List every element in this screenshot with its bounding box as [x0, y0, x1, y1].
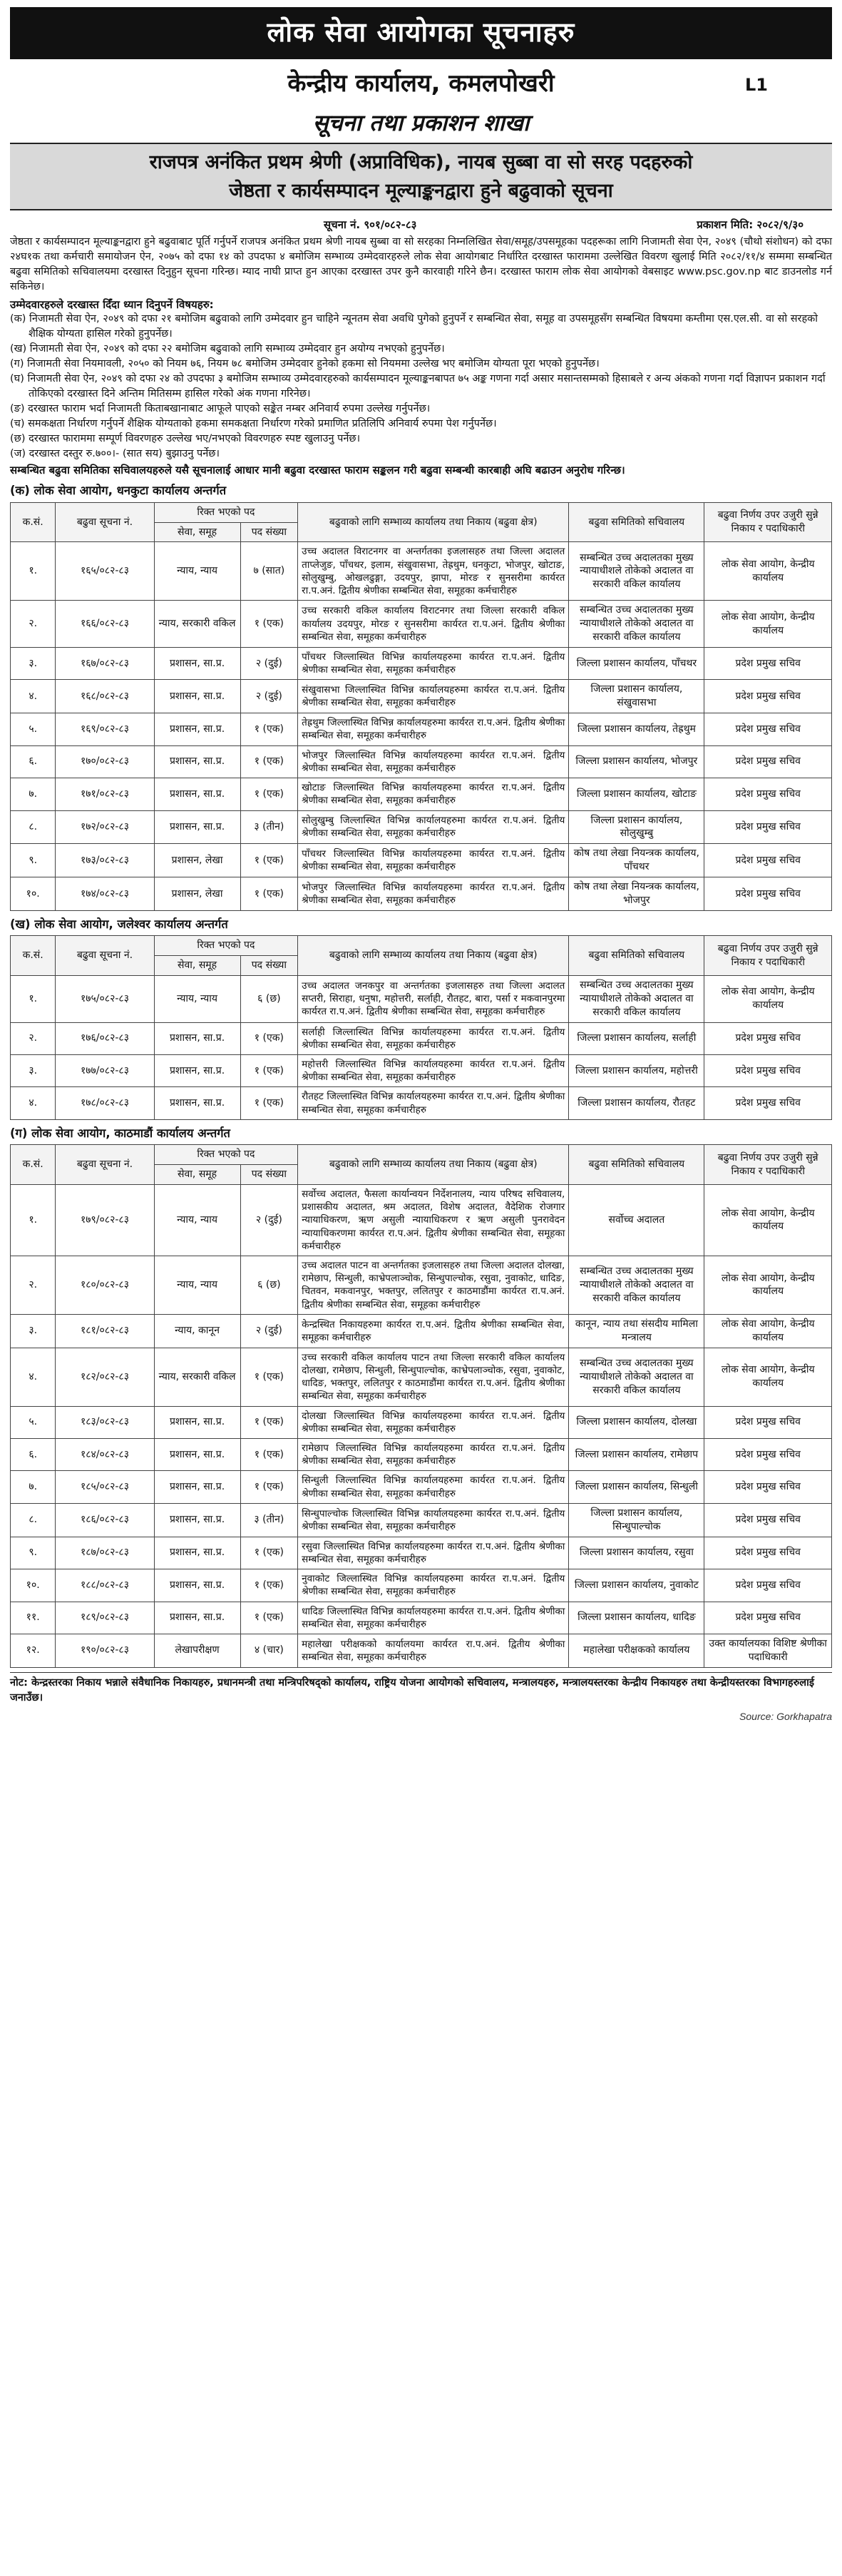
- cell-office: उच्च सरकारी वकिल कार्यालय पाटन तथा जिल्ला सरकारी वकिल कार्यालय दोलखा, रामेछाप, सिन्धुली, सिन्धुपाल्चोक, काभ्रेपलाञ्चोक, रसुवा, नुवाकोट, धादिङ, भक्तपुर, ललितपुर र काठमाडौंमा कार्यरत रा.प.अनं. द्वितीय श्रेणीका सम्बन्धित सेवा, समूहका कर्मचारीहरु: [298, 1348, 569, 1406]
- cell-sn: १.: [11, 975, 56, 1022]
- cell-office: महोत्तरी जिल्लास्थित विभिन्न कार्यालयहरुमा कार्यरत रा.प.अनं. द्वितीय श्रेणीका सम्बन्धित सेवा, समूहका कर्मचारीहरु: [298, 1055, 569, 1087]
- cell-notice: १७९/०८२-८३: [56, 1184, 154, 1256]
- cell-posts: ७ (सात): [240, 542, 298, 601]
- cell-office: पाँचथर जिल्लास्थित विभिन्न कार्यालयहरुमा कार्यरत रा.प.अनं. द्वितीय श्रेणीका सम्बन्धित सेवा, समूहका कर्मचारीहरु: [298, 844, 569, 877]
- cell-office: रौतहट जिल्लास्थित विभिन्न कार्यालयहरुमा कार्यरत रा.प.अनं. द्वितीय श्रेणीका सम्बन्धित सेवा, समूहका कर्मचारीहरु: [298, 1087, 569, 1119]
- table-row: [11, 542, 832, 601]
- cell-secretariat: कानून, न्याय तथा संसदीय मामिला मन्त्रालय: [569, 1314, 704, 1348]
- cell-authority: प्रदेश प्रमुख सचिव: [704, 810, 832, 844]
- cell-notice: १८१/०८२-८३: [56, 1314, 154, 1348]
- table-row: [11, 1438, 832, 1470]
- notice-banner: लोक सेवा आयोगका सूचनाहरु: [10, 7, 832, 59]
- cell-notice: १६७/०८२-८३: [56, 647, 154, 679]
- cell-posts: १ (एक): [240, 713, 298, 745]
- cell-notice: १७६/०८२-८३: [56, 1022, 154, 1054]
- cell-posts: १ (एक): [240, 1348, 298, 1406]
- cell-notice: १७३/०८२-८३: [56, 844, 154, 877]
- cell-posts: १ (एक): [240, 1055, 298, 1087]
- subject-line-1: राजपत्र अनंकित प्रथम श्रेणी (अप्राविधिक), नायब सुब्बा वा सो सरह पदहरुको: [149, 151, 693, 174]
- col-service-header: सेवा, समूह: [154, 1165, 240, 1185]
- cell-authority: लोक सेवा आयोग, केन्द्रीय कार्यालय: [704, 1314, 832, 1348]
- cell-service: प्रशासन, सा.प्र.: [154, 1569, 240, 1602]
- col-sn-header: क.सं.: [11, 502, 56, 542]
- cell-secretariat: जिल्ला प्रशासन कार्यालय, भोजपुर: [569, 745, 704, 778]
- cell-secretariat: जिल्ला प्रशासन कार्यालय, संखुवासभा: [569, 680, 704, 713]
- intro-paragraph: जेष्ठता र कार्यसम्पादन मूल्याङ्कनद्वारा हुने बढुवाबाट पूर्ति गर्नुपर्ने राजपत्र अनंकित प्रथम श्रेणी नायब सुब्बा वा सो सरहका निम्नलिखित सेवा/समूह/उपसमूहका पदहरूका लागि निजामती सेवा ऐन, २०४९ (चौथो संशोधन) को दफा २४घ१क तथा कर्मचारी समायोजन ऐन, २०७५ को दफा १४ को उपदफा ४ बमोजिम सम्भाव्य उम्मेदवारहरुले लोक सेवा आयोगबाट निर्धारित दरखास्त फाराममा उल्लेखित विवरण खुलाई मिति २०८२/११/४ सम्ममा सम्बन्धित बढुवा समितिको सचिवालयमा दरखास्त दिनुहुन सूचना गरिन्छ। म्याद नाघी प्राप्त हुन आएका दरखास्त उपर कुनै कारवाही गरिने छैन। दरखास्त फाराम लोक सेवा आयोगको वेबसाइट www.psc.gov.np बाट डाउनलोड गर्न सकिनेछ।: [10, 235, 832, 292]
- condition-item: (ख) निजामती सेवा ऐन, २०४९ को दफा २२ बमोजिम बढुवाको लागि सम्भाव्य उम्मेदवार हुन अयोग्य नभएको हुनुपर्नेछ।: [10, 343, 445, 355]
- cell-service: न्याय, न्याय: [154, 1256, 240, 1315]
- cell-authority: प्रदेश प्रमुख सचिव: [704, 844, 832, 877]
- cell-secretariat: जिल्ला प्रशासन कार्यालय, सर्लाही: [569, 1022, 704, 1054]
- table-row: [11, 1055, 832, 1087]
- col-notice-header: बढुवा सूचना नं.: [56, 502, 154, 542]
- cell-service: प्रशासन, लेखा: [154, 844, 240, 877]
- cell-sn: १०.: [11, 877, 56, 911]
- cell-office: नुवाकोट जिल्लास्थित विभिन्न कार्यालयहरुमा कार्यरत रा.प.अनं. द्वितीय श्रेणीका सम्बन्धित सेवा, समूहका कर्मचारीहरु: [298, 1569, 569, 1602]
- cell-secretariat: जिल्ला प्रशासन कार्यालय, सिन्धुली: [569, 1471, 704, 1503]
- cell-notice: १८९/०८२-८३: [56, 1602, 154, 1634]
- col-secretariat-header: बढुवा समितिको सचिवालय: [569, 1145, 704, 1185]
- cell-service: प्रशासन, सा.प्र.: [154, 680, 240, 713]
- cell-posts: १ (एक): [240, 1602, 298, 1634]
- cell-authority: प्रदेश प्रमुख सचिव: [704, 1569, 832, 1602]
- col-vacant-header: रिक्त भएको पद: [154, 1145, 298, 1165]
- cell-office: रसुवा जिल्लास्थित विभिन्न कार्यालयहरुमा कार्यरत रा.प.अनं. द्वितीय श्रेणीका सम्बन्धित सेवा, समूहका कर्मचारीहरु: [298, 1537, 569, 1569]
- notice-meta: [10, 215, 832, 235]
- table-row: [11, 1348, 832, 1406]
- cell-notice: १६८/०८२-८३: [56, 680, 154, 713]
- table-row: [11, 975, 832, 1022]
- cell-posts: १ (एक): [240, 778, 298, 810]
- table-row: [11, 1314, 832, 1348]
- cell-service: न्याय, सरकारी वकिल: [154, 1348, 240, 1406]
- table-row: [11, 1634, 832, 1667]
- cell-office: सिन्धुली जिल्लास्थित विभिन्न कार्यालयहरुमा कार्यरत रा.प.अनं. द्वितीय श्रेणीका सम्बन्धित सेवा, समूहका कर्मचारीहरु: [298, 1471, 569, 1503]
- table-row: [11, 877, 832, 911]
- cell-sn: ६.: [11, 1438, 56, 1470]
- cell-notice: १६६/०८२-८३: [56, 601, 154, 648]
- cell-office: सिन्धुपाल्चोक जिल्लास्थित विभिन्न कार्यालयहरुमा कार्यरत रा.प.अनं. द्वितीय श्रेणीका सम्बन्धित सेवा, समूहका कर्मचारीहरु: [298, 1503, 569, 1537]
- cell-secretariat: जिल्ला प्रशासन कार्यालय, महोत्तरी: [569, 1055, 704, 1087]
- cell-sn: ६.: [11, 745, 56, 778]
- table-row: [11, 810, 832, 844]
- cell-secretariat: सम्बन्धित उच्च अदालतका मुख्य न्यायाधीशले तोकेको अदालत वा सरकारी वकिल कार्यालय: [569, 1348, 704, 1406]
- cell-secretariat: जिल्ला प्रशासन कार्यालय, खोटाङ: [569, 778, 704, 810]
- col-sn-header: क.सं.: [11, 1145, 56, 1185]
- cell-service: न्याय, न्याय: [154, 975, 240, 1022]
- col-notice-header: बढुवा सूचना नं.: [56, 1145, 154, 1185]
- cell-authority: प्रदेश प्रमुख सचिव: [704, 1602, 832, 1634]
- cell-authority: प्रदेश प्रमुख सचिव: [704, 1406, 832, 1438]
- cell-sn: ४.: [11, 1348, 56, 1406]
- cell-notice: १८८/०८२-८३: [56, 1569, 154, 1602]
- section-name: सूचना तथा प्रकाशन शाखा: [312, 109, 530, 137]
- cell-office: रामेछाप जिल्लास्थित विभिन्न कार्यालयहरुमा कार्यरत रा.प.अनं. द्वितीय श्रेणीका सम्बन्धित सेवा, समूहका कर्मचारीहरु: [298, 1438, 569, 1470]
- cell-sn: २.: [11, 1022, 56, 1054]
- cell-service: प्रशासन, सा.प्र.: [154, 810, 240, 844]
- cell-office: सर्लाही जिल्लास्थित विभिन्न कार्यालयहरुमा कार्यरत रा.प.अनं. द्वितीय श्रेणीका सम्बन्धित सेवा, समूहका कर्मचारीहरु: [298, 1022, 569, 1054]
- col-posts-header: पद संख्या: [240, 522, 298, 542]
- cell-secretariat: जिल्ला प्रशासन कार्यालय, सोलुखुम्बु: [569, 810, 704, 844]
- table-row: [11, 1022, 832, 1054]
- table-row: [11, 1569, 832, 1602]
- cell-sn: १०.: [11, 1569, 56, 1602]
- cell-secretariat: जिल्ला प्रशासन कार्यालय, पाँचथर: [569, 647, 704, 679]
- cell-notice: १८७/०८२-८३: [56, 1537, 154, 1569]
- cell-authority: प्रदेश प्रमुख सचिव: [704, 1503, 832, 1537]
- cell-notice: १६९/०८२-८३: [56, 713, 154, 745]
- cell-office: उच्च सरकारी वकिल कार्यालय विराटनगर तथा जिल्ला सरकारी वकिल कार्यालय उदयपुर, मोरङ र सुनसरीमा कार्यरत रा.प.अनं. द्वितीय श्रेणीका सम्बन्धित सेवा, समूहका कर्मचारीहरु: [298, 601, 569, 648]
- cell-authority: लोक सेवा आयोग, केन्द्रीय कार्यालय: [704, 601, 832, 648]
- col-service-header: सेवा, समूह: [154, 956, 240, 976]
- table-row: [11, 1406, 832, 1438]
- cell-authority: प्रदेश प्रमुख सचिव: [704, 745, 832, 778]
- col-secretariat-header: बढुवा समितिको सचिवालय: [569, 936, 704, 976]
- table-row: [11, 647, 832, 679]
- condition-item: (छ) दरखास्त फाराममा सम्पूर्ण विवरणहरु उल्लेख भए/नभएको विवरणहरु स्पष्ट खुलाउनु पर्नेछ।: [10, 433, 361, 445]
- cell-sn: ३.: [11, 1055, 56, 1087]
- cell-service: प्रशासन, सा.प्र.: [154, 1438, 240, 1470]
- cell-authority: प्रदेश प्रमुख सचिव: [704, 1022, 832, 1054]
- cell-authority: प्रदेश प्रमुख सचिव: [704, 713, 832, 745]
- cell-sn: २.: [11, 1256, 56, 1315]
- cell-service: प्रशासन, सा.प्र.: [154, 1055, 240, 1087]
- notice-subject: [10, 143, 832, 210]
- cell-office: पाँचथर जिल्लास्थित विभिन्न कार्यालयहरुमा कार्यरत रा.प.अनं. द्वितीय श्रेणीका सम्बन्धित सेवा, समूहका कर्मचारीहरु: [298, 647, 569, 679]
- cell-notice: १७२/०८२-८३: [56, 810, 154, 844]
- cell-authority: प्रदेश प्रमुख सचिव: [704, 877, 832, 911]
- table-row: [11, 713, 832, 745]
- cell-posts: ३ (तीन): [240, 1503, 298, 1537]
- cell-notice: १७४/०८२-८३: [56, 877, 154, 911]
- col-secretariat-header: बढुवा समितिको सचिवालय: [569, 502, 704, 542]
- subject-line-2: जेष्ठता र कार्यसम्पादन मूल्याङ्कनद्वारा हुने बढुवाको सूचना: [229, 179, 613, 202]
- office-name: [10, 68, 832, 101]
- cell-sn: ११.: [11, 1602, 56, 1634]
- cell-service: न्याय, कानून: [154, 1314, 240, 1348]
- col-authority-header: बढुवा निर्णय उपर उजुरी सुन्ने निकाय र पदाधिकारी: [704, 1145, 832, 1185]
- condition-item: (क) निजामती सेवा ऐन, २०४९ को दफा २१ बमोजिम बढुवाको लागि उम्मेदवार हुन चाहिने न्यूनतम सेवा अवधि पुगेको हुनुपर्ने र सम्बन्धित सेवा, समूह वा उपसमूहसँग सम्बन्धित विषयमा कम्तीमा एस.एल.सी. वा सो सरहको शैक्षिक योग्यता हासिल गरेको हुनुपर्नेछ।: [10, 312, 818, 340]
- table-row: [11, 601, 832, 648]
- cell-service: न्याय, न्याय: [154, 542, 240, 601]
- cell-sn: ३.: [11, 647, 56, 679]
- promotion-groups: [10, 483, 832, 1667]
- cell-secretariat: जिल्ला प्रशासन कार्यालय, रौतहट: [569, 1087, 704, 1119]
- cell-posts: १ (एक): [240, 1087, 298, 1119]
- cell-office: भोजपुर जिल्लास्थित विभिन्न कार्यालयहरुमा कार्यरत रा.प.अनं. द्वितीय श्रेणीका सम्बन्धित सेवा, समूहका कर्मचारीहरु: [298, 745, 569, 778]
- cell-notice: १७५/०८२-८३: [56, 975, 154, 1022]
- cell-secretariat: सम्बन्धित उच्च अदालतका मुख्य न्यायाधीशले तोकेको अदालत वा सरकारी वकिल कार्यालय: [569, 542, 704, 601]
- condition-item: (घ) निजामती सेवा ऐन, २०४९ को दफा २४ को उपदफा ३ बमोजिम सम्भाव्य उम्मेदवारहरुको कार्यसम्पादन मूल्याङ्कनबापत ७५ अङ्क गणना गर्दा असार मसान्तसम्मको हिसाबले र अन्य अंकको गणना गर्दा विज्ञापन प्रकाशन गर्दा तोकिएको दरखास्त दिने अन्तिम मितिसम्म हासिल गरेको अंक गणना गरिनेछ।: [10, 373, 826, 400]
- cell-notice: १७७/०८२-८३: [56, 1055, 154, 1087]
- header-row: [11, 1145, 832, 1165]
- cell-authority: प्रदेश प्रमुख सचिव: [704, 1537, 832, 1569]
- cell-posts: १ (एक): [240, 601, 298, 648]
- cell-office: तेह्रथुम जिल्लास्थित विभिन्न कार्यालयहरुमा कार्यरत रा.प.अनं. द्वितीय श्रेणीका सम्बन्धित सेवा, समूहका कर्मचारीहरु: [298, 713, 569, 745]
- cell-office: महालेखा परीक्षकको कार्यालयमा कार्यरत रा.प.अनं. द्वितीय श्रेणीका सम्बन्धित सेवा, समूहका कर्मचारीहरु: [298, 1634, 569, 1667]
- group-title: (ख) लोक सेवा आयोग, जलेश्वर कार्यालय अन्तर्गत: [10, 917, 228, 931]
- cell-posts: १ (एक): [240, 1438, 298, 1470]
- cell-sn: १२.: [11, 1634, 56, 1667]
- cell-secretariat: कोष तथा लेखा नियन्त्रक कार्यालय, भोजपुर: [569, 877, 704, 911]
- header-row: [11, 936, 832, 956]
- cell-service: न्याय, न्याय: [154, 1184, 240, 1256]
- table-row: [11, 1184, 832, 1256]
- cell-service: प्रशासन, सा.प्र.: [154, 778, 240, 810]
- cell-office: केन्द्रस्थित निकायहरुमा कार्यरत रा.प.अनं. द्वितीय श्रेणीका सम्बन्धित सेवा, समूहका कर्मचारीहरु: [298, 1314, 569, 1348]
- condition-item: (ङ) दरखास्त फाराम भर्दा निजामती किताबखानाबाट आफूले पाएको सङ्केत नम्बर अनिवार्य रुपमा उल्लेख गर्नुपर्नेछ।: [10, 403, 431, 415]
- cell-service: प्रशासन, सा.प्र.: [154, 1537, 240, 1569]
- cell-notice: १९०/०८२-८३: [56, 1634, 154, 1667]
- cell-notice: १८६/०८२-८३: [56, 1503, 154, 1537]
- cell-office: उच्च अदालत विराटनगर वा अन्तर्गतका इजलासहरु तथा जिल्ला अदालत ताप्लेजुङ, पाँचथर, इलाम, संखुवासभा, तेह्रथुम, धनकुटा, भोजपुर, खोटाङ, सोलुखुम्बु, ओखलढुङ्गा, उदयपुर, झापा, मोरङ र सुनसरीमा कार्यरत रा.प.अनं. द्वितीय श्रेणीका सम्बन्धित सेवा, समूहका कर्मचारीहरु: [298, 542, 569, 601]
- cell-service: न्याय, सरकारी वकिल: [154, 601, 240, 648]
- cell-posts: १ (एक): [240, 1537, 298, 1569]
- col-posts-header: पद संख्या: [240, 956, 298, 976]
- cell-sn: ७.: [11, 1471, 56, 1503]
- cell-posts: २ (दुई): [240, 647, 298, 679]
- cell-posts: १ (एक): [240, 1022, 298, 1054]
- cell-notice: १७८/०८२-८३: [56, 1087, 154, 1119]
- col-posts-header: पद संख्या: [240, 1165, 298, 1185]
- cell-sn: ७.: [11, 778, 56, 810]
- cell-posts: २ (दुई): [240, 1184, 298, 1256]
- publish-date: प्रकाशन मिति: २०८२/९/३०: [697, 218, 804, 231]
- col-office-header: बढुवाको लागि सम्भाव्य कार्यालय तथा निकाय (बढुवा क्षेत्र): [298, 936, 569, 976]
- cell-secretariat: सर्वोच्च अदालत: [569, 1184, 704, 1256]
- cell-service: प्रशासन, सा.प्र.: [154, 745, 240, 778]
- cell-sn: ८.: [11, 1503, 56, 1537]
- cell-authority: लोक सेवा आयोग, केन्द्रीय कार्यालय: [704, 975, 832, 1022]
- cell-secretariat: सम्बन्धित उच्च अदालतका मुख्य न्यायाधीशले तोकेको अदालत वा सरकारी वकिल कार्यालय: [569, 975, 704, 1022]
- cell-posts: १ (एक): [240, 844, 298, 877]
- cell-office: उच्च अदालत पाटन वा अन्तर्गतका इजलासहरु तथा जिल्ला अदालत दोलखा, रामेछाप, सिन्धुली, काभ्रेपलाञ्चोक, सिन्धुपाल्चोक, रसुवा, नुवाकोट, धादिङ, चितवन, मकवानपुर, भक्तपुर, ललितपुर र काठमाडौंमा कार्यरत रा.प.अनं. द्वितीय श्रेणीका सम्बन्धित सेवा, समूहका कर्मचारीहरु: [298, 1256, 569, 1315]
- cell-sn: ९.: [11, 844, 56, 877]
- col-office-header: बढुवाको लागि सम्भाव्य कार्यालय तथा निकाय (बढुवा क्षेत्र): [298, 502, 569, 542]
- secretariat-request: सम्बन्धित बढुवा समितिका सचिवालयहरुले यसै सूचनालाई आधार मानी बढुवा दरखास्त फाराम सङ्कलन गरी बढुवा सम्बन्धी कारबाही अघि बढाउन अनुरोध गरिन्छ।: [10, 464, 625, 477]
- cell-notice: १७१/०८२-८३: [56, 778, 154, 810]
- cell-posts: १ (एक): [240, 745, 298, 778]
- cell-sn: १.: [11, 542, 56, 601]
- cell-authority: प्रदेश प्रमुख सचिव: [704, 1087, 832, 1119]
- group-title: (ग) लोक सेवा आयोग, काठमाडौं कार्यालय अन्तर्गत: [10, 1126, 230, 1140]
- group-title: (क) लोक सेवा आयोग, धनकुटा कार्यालय अन्तर्गत: [10, 484, 227, 498]
- cell-sn: ३.: [11, 1314, 56, 1348]
- cell-sn: १.: [11, 1184, 56, 1256]
- cell-notice: १८०/०८२-८३: [56, 1256, 154, 1315]
- cell-service: लेखापरीक्षण: [154, 1634, 240, 1667]
- cell-secretariat: कोष तथा लेखा नियन्त्रक कार्यालय, पाँचथर: [569, 844, 704, 877]
- col-service-header: सेवा, समूह: [154, 522, 240, 542]
- office-title: केन्द्रीय कार्यालय, कमलपोखरी: [287, 69, 555, 98]
- cell-sn: ८.: [11, 810, 56, 844]
- cell-secretariat: सम्बन्धित उच्च अदालतका मुख्य न्यायाधीशले तोकेको अदालत वा सरकारी वकिल कार्यालय: [569, 1256, 704, 1315]
- table-row: [11, 844, 832, 877]
- cell-secretariat: जिल्ला प्रशासन कार्यालय, नुवाकोट: [569, 1569, 704, 1602]
- col-authority-header: बढुवा निर्णय उपर उजुरी सुन्ने निकाय र पदाधिकारी: [704, 936, 832, 976]
- cell-posts: ६ (छ): [240, 1256, 298, 1315]
- cell-authority: प्रदेश प्रमुख सचिव: [704, 647, 832, 679]
- conditions-list: [10, 312, 832, 462]
- cell-sn: ९.: [11, 1537, 56, 1569]
- cell-posts: २ (दुई): [240, 1314, 298, 1348]
- cell-notice: १६५/०८२-८३: [56, 542, 154, 601]
- promotion-table: [10, 1144, 832, 1668]
- cell-sn: २.: [11, 601, 56, 648]
- cell-office: खोटाङ जिल्लास्थित विभिन्न कार्यालयहरुमा कार्यरत रा.प.अनं. द्वितीय श्रेणीका सम्बन्धित सेवा, समूहका कर्मचारीहरु: [298, 778, 569, 810]
- cell-authority: प्रदेश प्रमुख सचिव: [704, 1471, 832, 1503]
- cell-secretariat: जिल्ला प्रशासन कार्यालय, धादिङ: [569, 1602, 704, 1634]
- promotion-table: [10, 502, 832, 911]
- cell-posts: २ (दुई): [240, 680, 298, 713]
- cell-authority: प्रदेश प्रमुख सचिव: [704, 680, 832, 713]
- promotion-table: [10, 935, 832, 1120]
- table-row: [11, 1087, 832, 1119]
- col-vacant-header: रिक्त भएको पद: [154, 936, 298, 956]
- cell-sn: ४.: [11, 1087, 56, 1119]
- cell-notice: १८४/०८२-८३: [56, 1438, 154, 1470]
- cell-posts: १ (एक): [240, 1569, 298, 1602]
- cell-service: प्रशासन, सा.प्र.: [154, 1087, 240, 1119]
- cell-office: संखुवासभा जिल्लास्थित विभिन्न कार्यालयहरुमा कार्यरत रा.प.अनं. द्वितीय श्रेणीका सम्बन्धित सेवा, समूहका कर्मचारीहरु: [298, 680, 569, 713]
- cell-service: प्रशासन, सा.प्र.: [154, 647, 240, 679]
- source-credit: Source: Gorkhapatra: [739, 1710, 832, 1722]
- cell-service: प्रशासन, लेखा: [154, 877, 240, 911]
- cell-posts: ४ (चार): [240, 1634, 298, 1667]
- notice-number: सूचना नं. ९०१/०८२-८३: [324, 218, 417, 231]
- cell-secretariat: जिल्ला प्रशासन कार्यालय, सिन्धुपाल्चोक: [569, 1503, 704, 1537]
- col-authority-header: बढुवा निर्णय उपर उजुरी सुन्ने निकाय र पदाधिकारी: [704, 502, 832, 542]
- cell-service: प्रशासन, सा.प्र.: [154, 1022, 240, 1054]
- cell-authority: लोक सेवा आयोग, केन्द्रीय कार्यालय: [704, 542, 832, 601]
- cell-posts: १ (एक): [240, 877, 298, 911]
- cell-secretariat: जिल्ला प्रशासन कार्यालय, रसुवा: [569, 1537, 704, 1569]
- cell-secretariat: जिल्ला प्रशासन कार्यालय, तेह्रथुम: [569, 713, 704, 745]
- cell-notice: १८५/०८२-८३: [56, 1471, 154, 1503]
- table-row: [11, 778, 832, 810]
- cell-posts: ६ (छ): [240, 975, 298, 1022]
- cell-authority: लोक सेवा आयोग, केन्द्रीय कार्यालय: [704, 1256, 832, 1315]
- footnote: नोट: केन्द्रस्तरका निकाय भन्नाले संवैधानिक निकायहरु, प्रधानमन्त्री तथा मन्त्रिपरिषद्को कार्यालय, राष्ट्रिय योजना आयोगको सचिवालय, मन्त्रालयहरु, मन्त्रालयस्तरका केन्द्रीय निकायहरु तथा केन्द्रीयस्तरका विभागहरुलाई जनाउँछ।: [10, 1672, 832, 1706]
- cell-office: भोजपुर जिल्लास्थित विभिन्न कार्यालयहरुमा कार्यरत रा.प.अनं. द्वितीय श्रेणीका सम्बन्धित सेवा, समूहका कर्मचारीहरु: [298, 877, 569, 911]
- cell-service: प्रशासन, सा.प्र.: [154, 1471, 240, 1503]
- table-row: [11, 1256, 832, 1315]
- cell-authority: लोक सेवा आयोग, केन्द्रीय कार्यालय: [704, 1184, 832, 1256]
- condition-item: (च) समकक्षता निर्धारण गर्नुपर्ने शैक्षिक योग्यताको हकमा समकक्षता निर्धारण गरेको प्रमाणित प्रतिलिपि अनिवार्य रुपमा पेश गर्नुपर्नेछ।: [10, 418, 497, 430]
- cell-service: प्रशासन, सा.प्र.: [154, 1503, 240, 1537]
- condition-item: (ज) दरखास्त दस्तुर रु.७००।- (सात सय) बुझाउनु पर्नेछ।: [10, 448, 220, 460]
- cell-posts: ३ (तीन): [240, 810, 298, 844]
- cell-secretariat: जिल्ला प्रशासन कार्यालय, रामेछाप: [569, 1438, 704, 1470]
- cell-sn: ५.: [11, 1406, 56, 1438]
- col-notice-header: बढुवा सूचना नं.: [56, 936, 154, 976]
- cell-office: उच्च अदालत जनकपुर वा अन्तर्गतका इजलासहरु तथा जिल्ला अदालत सप्तरी, सिराहा, धनुषा, महोत्तरी, सर्लाही, रौतहट, बारा, पर्सा र मकवानपुरमा कार्यरत रा.प.अनं. द्वितीय श्रेणीका सम्बन्धित सेवा, समूहका कर्मचारीहरु: [298, 975, 569, 1022]
- cell-authority: प्रदेश प्रमुख सचिव: [704, 1055, 832, 1087]
- cell-notice: १७०/०८२-८३: [56, 745, 154, 778]
- cell-authority: लोक सेवा आयोग, केन्द्रीय कार्यालय: [704, 1348, 832, 1406]
- col-vacant-header: रिक्त भएको पद: [154, 502, 298, 522]
- cell-secretariat: महालेखा परीक्षकको कार्यालय: [569, 1634, 704, 1667]
- cell-service: प्रशासन, सा.प्र.: [154, 1406, 240, 1438]
- cell-secretariat: सम्बन्धित उच्च अदालतका मुख्य न्यायाधीशले तोकेको अदालत वा सरकारी वकिल कार्यालय: [569, 601, 704, 648]
- cell-secretariat: जिल्ला प्रशासन कार्यालय, दोलखा: [569, 1406, 704, 1438]
- cell-service: प्रशासन, सा.प्र.: [154, 713, 240, 745]
- table-row: [11, 745, 832, 778]
- cell-notice: १८२/०८२-८३: [56, 1348, 154, 1406]
- table-row: [11, 1503, 832, 1537]
- cell-notice: १८३/०८२-८३: [56, 1406, 154, 1438]
- cell-office: धादिङ जिल्लास्थित विभिन्न कार्यालयहरुमा कार्यरत रा.प.अनं. द्वितीय श्रेणीका सम्बन्धित सेवा, समूहका कर्मचारीहरु: [298, 1602, 569, 1634]
- conditions-title: उम्मेदवारहरुले दरखास्त दिँदा ध्यान दिनुपर्ने विषयहरु:: [10, 297, 214, 311]
- cell-sn: ४.: [11, 680, 56, 713]
- cell-sn: ५.: [11, 713, 56, 745]
- table-row: [11, 680, 832, 713]
- condition-item: (ग) निजामती सेवा नियमावली, २०५० को नियम ७६, नियम ७८ बमोजिम उम्मेदवार हुनेको हकमा सो नियममा उल्लेख भए बमोजिम योग्यता पूरा भएको हुनुपर्नेछ।: [10, 358, 600, 370]
- cell-service: प्रशासन, सा.प्र.: [154, 1602, 240, 1634]
- cell-authority: प्रदेश प्रमुख सचिव: [704, 1438, 832, 1470]
- cell-office: दोलखा जिल्लास्थित विभिन्न कार्यालयहरुमा कार्यरत रा.प.अनं. द्वितीय श्रेणीका सम्बन्धित सेवा, समूहका कर्मचारीहरु: [298, 1406, 569, 1438]
- col-sn-header: क.सं.: [11, 936, 56, 976]
- cell-posts: १ (एक): [240, 1471, 298, 1503]
- table-row: [11, 1471, 832, 1503]
- cell-authority: प्रदेश प्रमुख सचिव: [704, 778, 832, 810]
- col-office-header: बढुवाको लागि सम्भाव्य कार्यालय तथा निकाय (बढुवा क्षेत्र): [298, 1145, 569, 1185]
- header-row: [11, 502, 832, 522]
- table-row: [11, 1602, 832, 1634]
- cell-authority: उक्त कार्यालयका विशिष्ट श्रेणीका पदाधिकारी: [704, 1634, 832, 1667]
- table-row: [11, 1537, 832, 1569]
- ad-code: L1: [745, 75, 768, 96]
- cell-posts: १ (एक): [240, 1406, 298, 1438]
- cell-office: सर्वोच्च अदालत, फैसला कार्यान्वयन निर्देशनालय, न्याय परिषद सचिवालय, प्रशासकीय अदालत, श्रम अदालत, विशेष अदालत, वैदेशिक रोजगार न्यायाधिकरण, ऋण असुली न्यायाधिकरण र ऋण असुली पुनरावेदन न्यायाधिकरणमा कार्यरत रा.प.अनं. द्वितीय श्रेणीका सम्बन्धित सेवा, समूहका कर्मचारीहरु: [298, 1184, 569, 1256]
- cell-office: सोलुखुम्बु जिल्लास्थित विभिन्न कार्यालयहरुमा कार्यरत रा.प.अनं. द्वितीय श्रेणीका सम्बन्धित सेवा, समूहका कर्मचारीहरु: [298, 810, 569, 844]
